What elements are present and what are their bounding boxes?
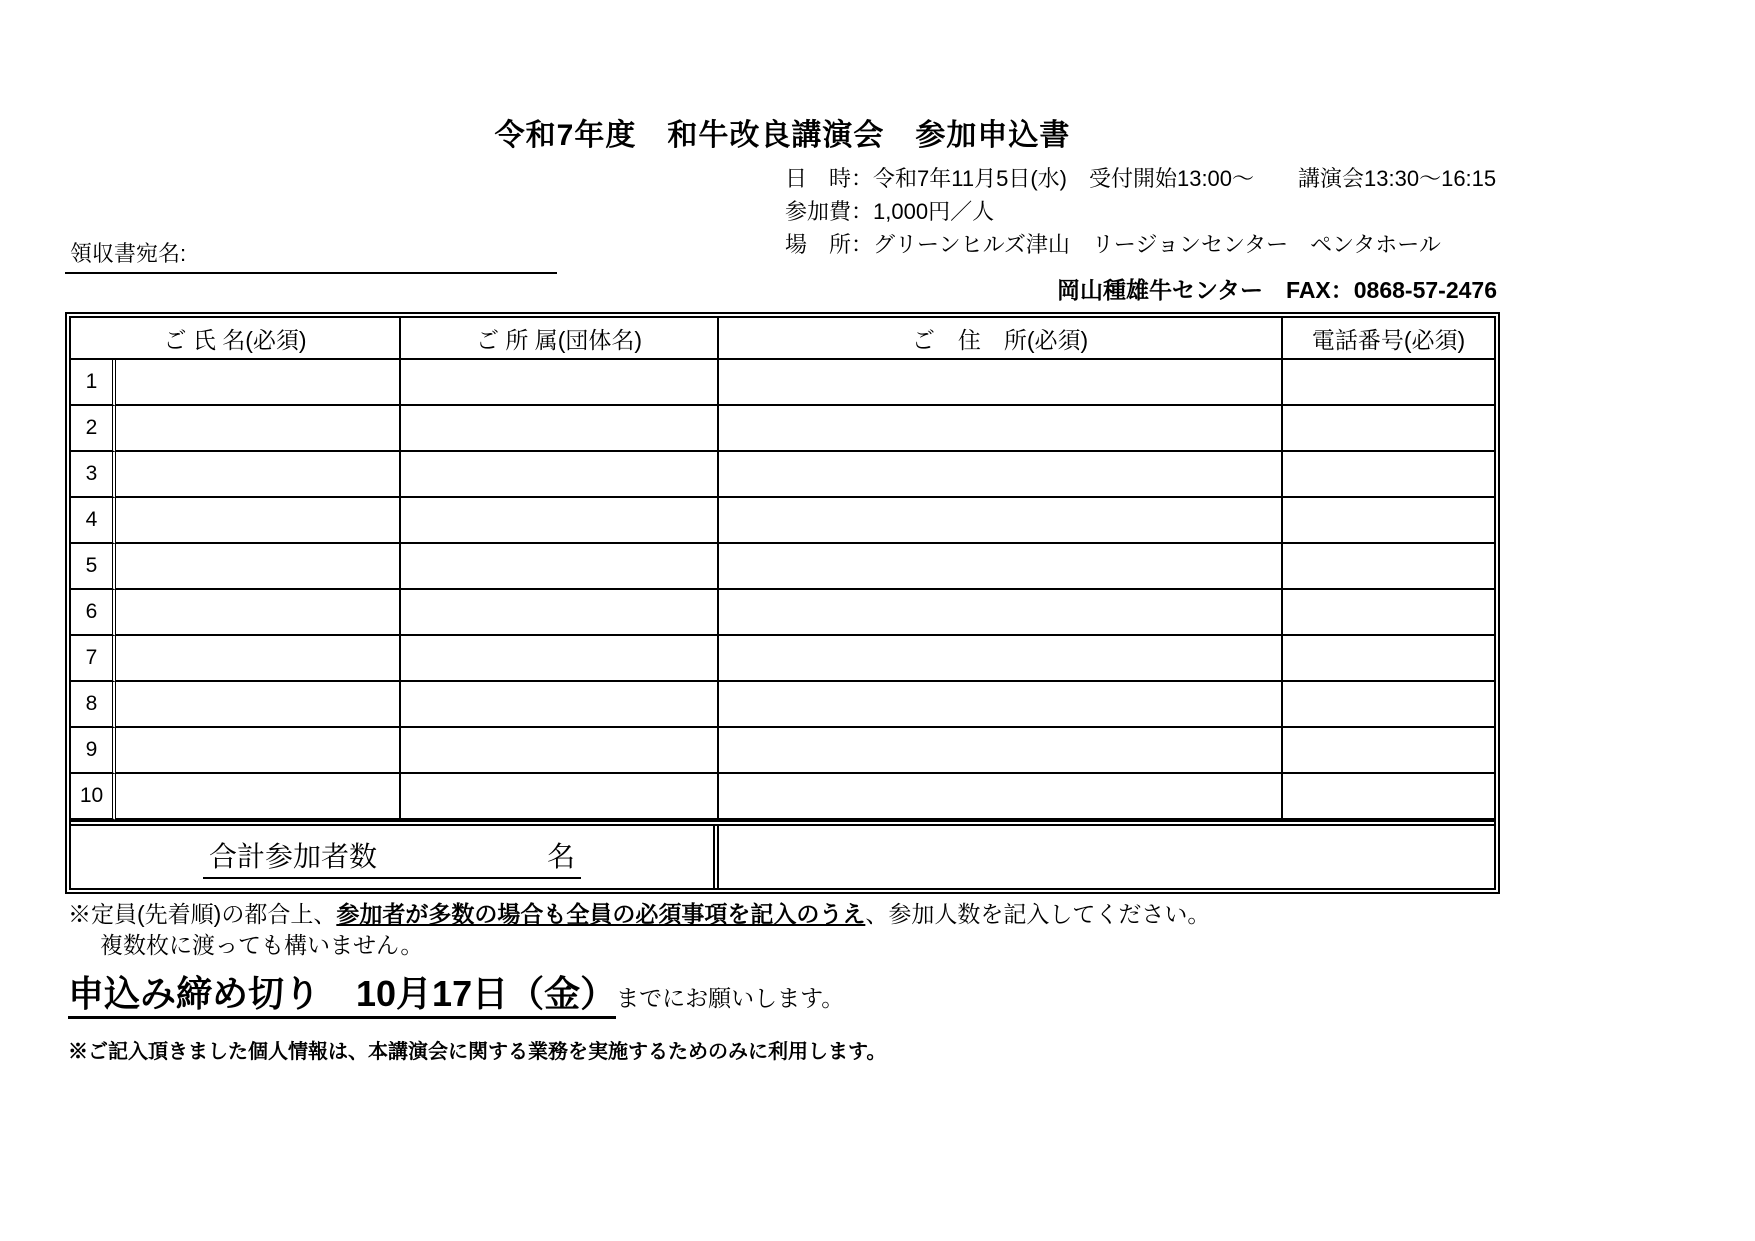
phone-cell[interactable]	[1283, 360, 1494, 406]
row-number: 1	[71, 360, 116, 406]
affiliation-cell[interactable]	[401, 360, 719, 406]
table-row	[71, 452, 1494, 498]
note-capacity	[68, 898, 1688, 930]
row-number: 7	[71, 636, 116, 682]
phone-cell[interactable]	[1283, 498, 1494, 544]
receipt-name-field[interactable]	[65, 244, 557, 274]
deadline-emphasis: 申込み締め切り 10月17日（金）	[68, 973, 616, 1019]
table-row	[71, 728, 1494, 774]
note-capacity-prefix: ※定員(先着順)の都合上、	[68, 901, 337, 927]
note-capacity-emphasis: 参加者が多数の場合も全員の必須事項を記入のうえ	[336, 901, 866, 927]
address-cell[interactable]	[719, 636, 1283, 682]
address-cell[interactable]	[719, 774, 1283, 820]
phone-cell[interactable]	[1283, 728, 1494, 774]
event-info	[785, 162, 1496, 261]
address-cell[interactable]	[719, 406, 1283, 452]
affiliation-cell[interactable]	[401, 590, 719, 636]
affiliation-cell[interactable]	[401, 406, 719, 452]
phone-cell[interactable]	[1283, 452, 1494, 498]
affiliation-cell[interactable]	[401, 636, 719, 682]
table-row	[71, 544, 1494, 590]
name-cell[interactable]	[116, 544, 401, 590]
address-cell[interactable]	[719, 498, 1283, 544]
address-cell[interactable]	[719, 360, 1283, 406]
name-cell[interactable]	[116, 452, 401, 498]
name-cell[interactable]	[116, 682, 401, 728]
name-cell[interactable]	[116, 774, 401, 820]
table-row	[71, 590, 1494, 636]
table-row	[71, 636, 1494, 682]
name-cell[interactable]	[116, 590, 401, 636]
event-datetime	[785, 162, 1496, 195]
affiliation-cell[interactable]	[401, 774, 719, 820]
datetime-value: 令和7年11月5日(水) 受付開始13:00～ 講演会13:30～16:15	[873, 166, 1497, 191]
note-privacy: ※ご記入頂きました個人情報は、本講演会に関する業務を実施するためのみに利用します。	[68, 1041, 887, 1063]
venue-value: グリーンヒルズ津山 リージョンセンター ペンタホール	[873, 232, 1441, 257]
page-title: 令和7年度 和牛改良講演会 参加申込書	[494, 119, 1071, 152]
deadline-suffix: までにお願いします。	[616, 985, 845, 1011]
summary-row	[71, 820, 1494, 888]
name-cell[interactable]	[116, 360, 401, 406]
address-cell[interactable]	[719, 452, 1283, 498]
table-row	[71, 498, 1494, 544]
affiliation-cell[interactable]	[401, 728, 719, 774]
contact-fax: 岡山種雄牛センター FAX：0868-57-2476	[1056, 277, 1497, 303]
row-number: 3	[71, 452, 116, 498]
receipt-name-label: 領収書宛名:	[70, 241, 187, 266]
total-participants-unit: 名	[547, 841, 576, 872]
table-row	[71, 360, 1494, 406]
row-number: 8	[71, 682, 116, 728]
address-cell[interactable]	[719, 590, 1283, 636]
datetime-label: 日 時：	[785, 166, 874, 191]
fee-label: 参加費：	[785, 199, 874, 224]
header-address: ご 住 所(必須)	[719, 318, 1283, 360]
fee-value: 1,000円／人	[873, 199, 995, 224]
affiliation-cell[interactable]	[401, 682, 719, 728]
row-number: 2	[71, 406, 116, 452]
affiliation-cell[interactable]	[401, 544, 719, 590]
table-row	[71, 774, 1494, 820]
address-cell[interactable]	[719, 728, 1283, 774]
affiliation-cell[interactable]	[401, 452, 719, 498]
table-header-row	[71, 318, 1494, 360]
name-cell[interactable]	[116, 406, 401, 452]
phone-cell[interactable]	[1283, 774, 1494, 820]
phone-cell[interactable]	[1283, 406, 1494, 452]
deadline-line	[68, 966, 1688, 1017]
summary-note-cell[interactable]	[719, 826, 1494, 888]
address-cell[interactable]	[719, 682, 1283, 728]
table-row	[71, 406, 1494, 452]
phone-cell[interactable]	[1283, 636, 1494, 682]
total-participants-line	[203, 835, 581, 879]
total-participants-label: 合計参加者数	[208, 841, 377, 872]
note-capacity-suffix: 、参加人数を記入してください。	[865, 901, 1211, 927]
event-venue	[785, 228, 1496, 261]
name-cell[interactable]	[116, 636, 401, 682]
total-participants-cell	[71, 826, 719, 888]
name-cell[interactable]	[116, 498, 401, 544]
address-cell[interactable]	[719, 544, 1283, 590]
affiliation-cell[interactable]	[401, 498, 719, 544]
venue-label: 場 所：	[785, 232, 874, 257]
phone-cell[interactable]	[1283, 682, 1494, 728]
row-number: 9	[71, 728, 116, 774]
notes-section	[68, 898, 1688, 1064]
participants-table	[65, 312, 1500, 894]
row-number: 6	[71, 590, 116, 636]
note-multiple-sheets: 複数枚に渡っても構いません。	[100, 932, 424, 958]
phone-cell[interactable]	[1283, 590, 1494, 636]
row-number: 4	[71, 498, 116, 544]
row-number: 5	[71, 544, 116, 590]
phone-cell[interactable]	[1283, 544, 1494, 590]
row-number: 10	[71, 774, 116, 820]
event-fee	[785, 195, 1496, 228]
header-name: ご 氏 名(必須)	[71, 318, 401, 360]
name-cell[interactable]	[116, 728, 401, 774]
table-row	[71, 682, 1494, 728]
header-phone: 電話番号(必須)	[1283, 318, 1494, 360]
header-affiliation: ご 所 属(団体名)	[401, 318, 719, 360]
